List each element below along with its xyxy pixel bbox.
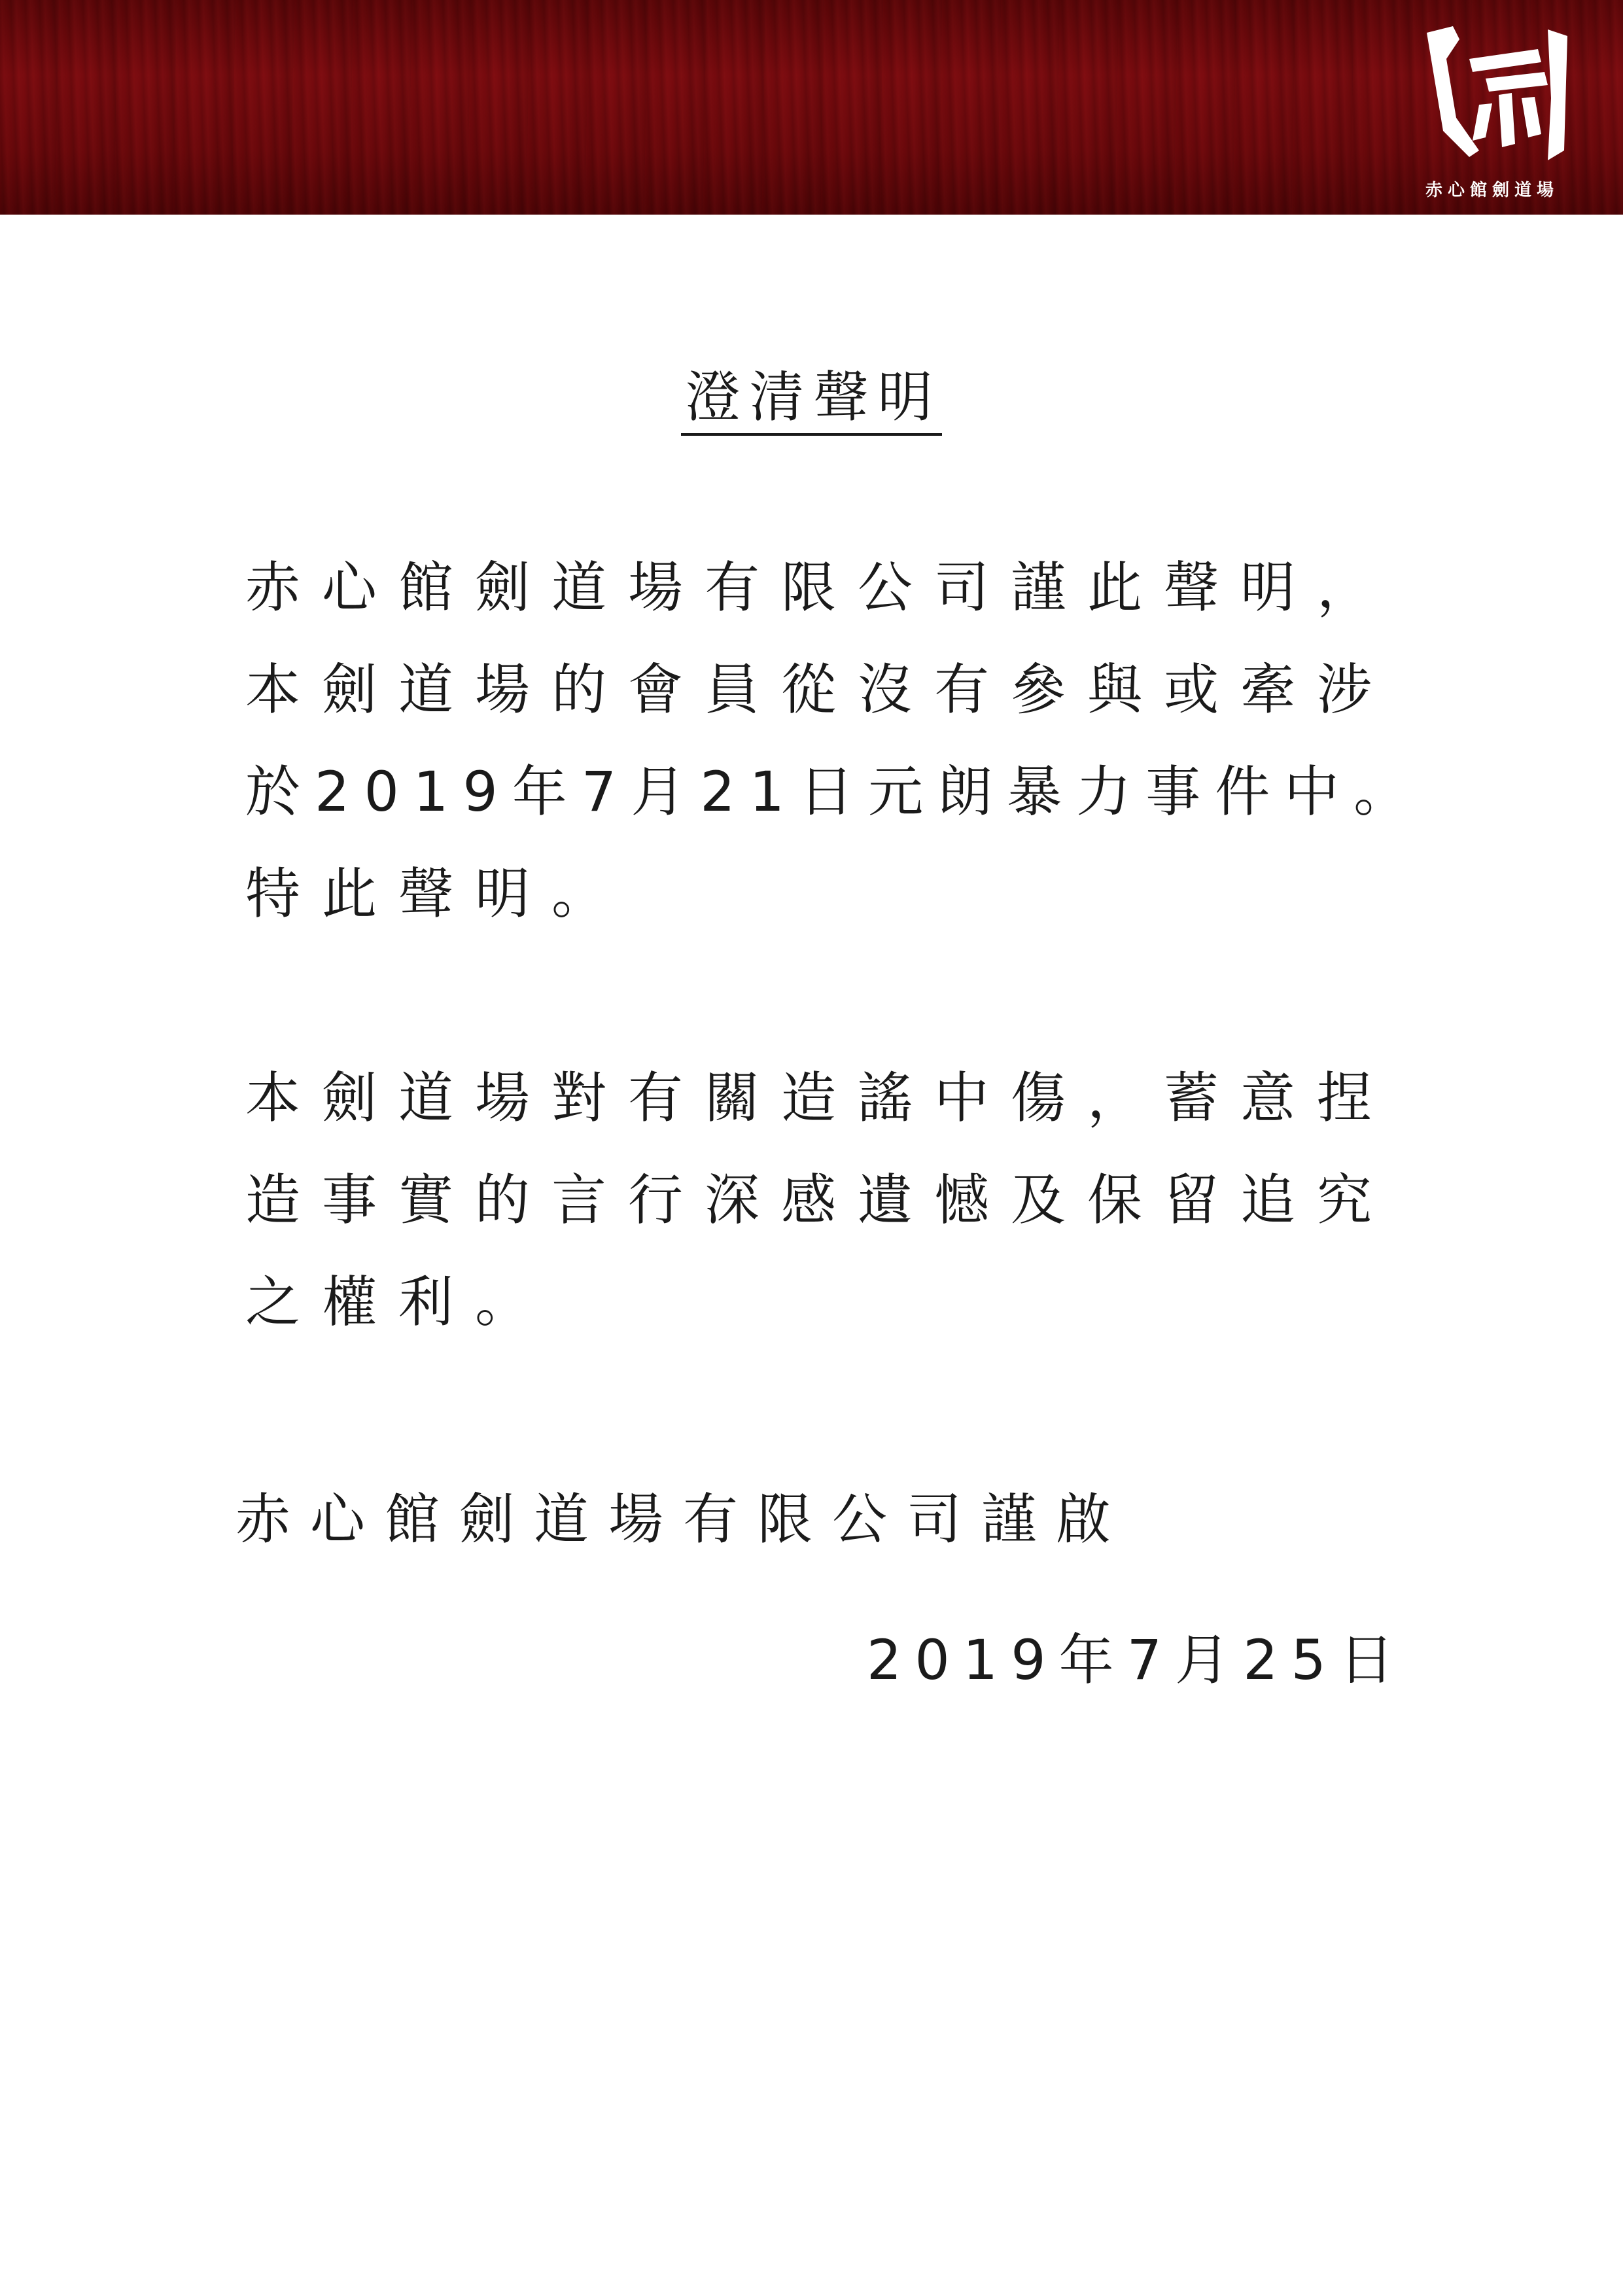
statement-date: 2019年7月25日 — [866, 1628, 1407, 1692]
statement-paragraph-2 — [245, 1047, 1423, 1353]
paragraph-line: 特此聲明。 — [245, 862, 629, 926]
paragraph-line: 赤心館劍道場有限公司謹此聲明， — [245, 556, 1394, 620]
page-title — [0, 353, 1623, 433]
paragraph-line: 造事實的言行深感遺憾及保留追究 — [245, 1168, 1394, 1232]
logo-calligraphy-icon — [1407, 20, 1577, 164]
paragraph-line: 本劍道場對有關造謠中傷，蓄意捏 — [245, 1066, 1394, 1130]
logo-name: 赤心館劍道場 — [1425, 181, 1559, 200]
header-banner — [0, 0, 1623, 215]
page-title-text: 澄清聲明 — [681, 365, 941, 436]
paragraph-line: 於2019年7月21日元朗暴力事件中。 — [245, 760, 1423, 824]
paragraph-line: 本劍道場的會員從沒有參與或牽涉 — [245, 658, 1394, 722]
paragraph-line: 之權利。 — [245, 1270, 552, 1334]
logo — [1407, 20, 1577, 203]
signature: 赤心館劍道場有限公司謹啟 — [236, 1487, 1131, 1551]
statement-paragraph-1 — [245, 537, 1423, 945]
